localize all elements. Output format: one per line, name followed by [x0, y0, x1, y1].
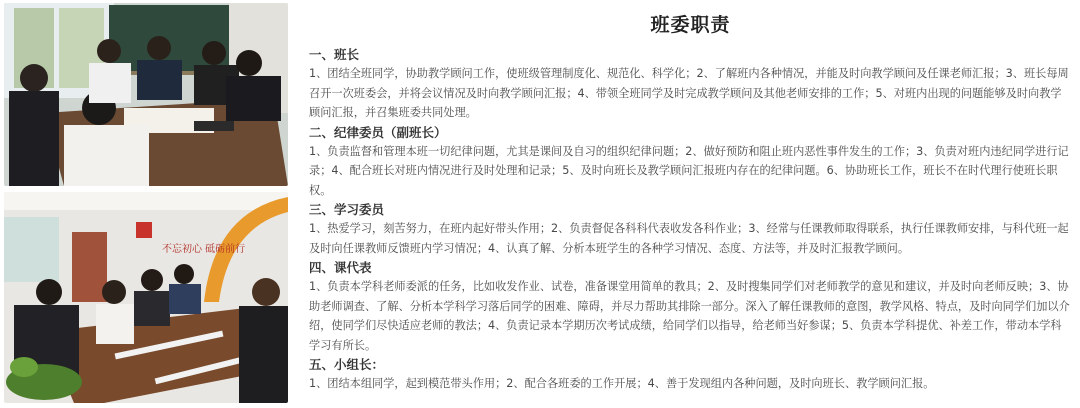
section-body: 1、热爱学习，刻苦努力，在班内起好带头作用；2、负责督促各科科代表收发各科作业；3、经常与任课教师取得联系，执行任课教师安排，与科代班一起及时向任课教师反馈班内学习情况；4、认真了解、分析本班学生的各种学习情况、态度、方法等，并及时汇报教学顾问。: [309, 222, 1069, 255]
classroom-meeting-photo: [4, 3, 288, 186]
section-heading: 二、纪律委员（副班长）: [309, 124, 447, 140]
section-body: 1、负责本学科老师委派的任务，比如收发作业、试卷，准备课堂用简单的教具；2、及时搜集同学们对老师教学的意见和建议，并及时向老师反映；3、协助老师调查、了解、分析本学科学习落后同学的困难、障碍，并尽力帮助其排除一部分。深入了解任课教师的意图，教学风格、特点，及时向同学们加以介绍，使同学们尽快适应老师的教法；4、负责记录本学期历次考试成绩，给同学们以指导，给老师当好参谋；5、负责本学科提优、补差工作，带动本学科学习有所长。: [309, 280, 1070, 352]
section-body: 1、团结全班同学，协助教学顾问工作，使班级管理制度化、规范化、科学化；2、了解班内各种情况，并能及时向教学顾问及任课老师汇报；3、班长每周召开一次班委会，并将会议情况及时向教学顾问汇报；4、带领全班同学及时完成教学顾问及其他老师安排的工作；5、对班内出现的问题能够及时向教学顾问汇报，并召集班委共同处理。: [309, 67, 1069, 119]
section-body: 1、团结本组同学，起到模范带头作用；2、配合各班委的工作开展；4、善于发现组内各种问题，及时向班长、教学顾问汇报。: [309, 377, 935, 390]
section-heading: 三、学习委员: [309, 202, 385, 217]
office-meeting-illustration: [4, 192, 288, 403]
section-discipline-committee: [309, 123, 1072, 201]
section-heading: 一、班长: [309, 47, 360, 62]
duties-document: [309, 6, 1072, 402]
office-meeting-photo: [4, 192, 288, 403]
section-study-committee: [309, 200, 1072, 258]
section-group-leader: [309, 355, 1072, 394]
section-class-monitor: [309, 45, 1072, 123]
classroom-meeting-illustration: [4, 3, 288, 186]
section-heading: 五、小组长：: [309, 357, 385, 372]
wall-slogan: 不忘初心 砥砺前行: [162, 244, 246, 255]
section-body: 1、负责监督和管理本班一切纪律问题，尤其是课间及自习的组织纪律问题；2、做好预防和阻止班内恶性事件发生的工作；3、负责对班内违纪同学进行记录；4、配合班长对班内情况进行及时处理和记录；5、及时向班长及教学顾问汇报班内存在的纪律问题。6、协助班长工作，班长不在时代理行使班长职权。: [309, 144, 1069, 197]
page-title: 班委职责: [650, 14, 731, 36]
section-heading: 四、课代表: [309, 260, 372, 275]
section-subject-representative: [309, 258, 1072, 355]
